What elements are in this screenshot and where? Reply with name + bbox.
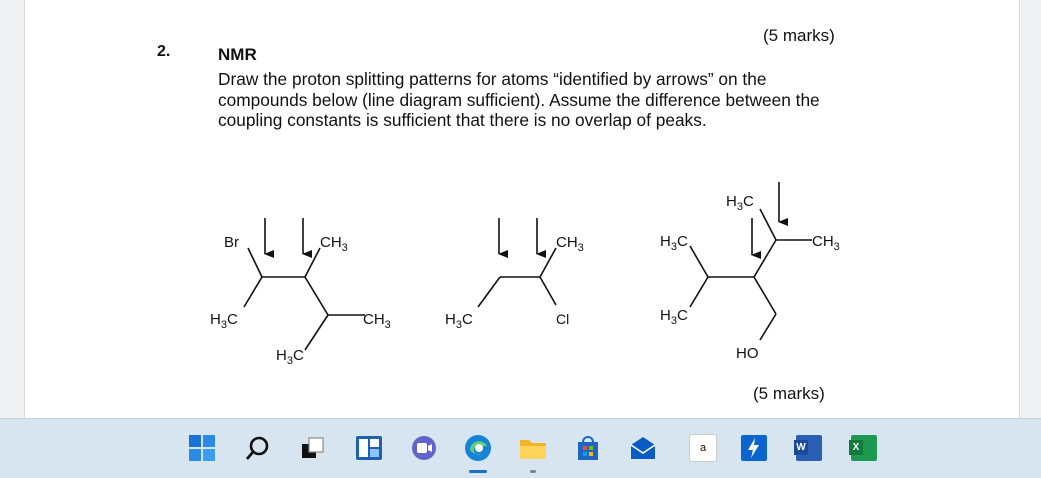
widgets-icon[interactable] (354, 433, 384, 463)
m1-ch3-right-label: $CH_3$ (363, 311, 391, 331)
power-automate-icon[interactable] (739, 433, 769, 463)
molecule-1 (244, 218, 365, 350)
excel-icon[interactable] (849, 433, 879, 463)
edge-active-indicator (469, 470, 487, 473)
m3-h3c-upper-label: $H_3C$ (660, 233, 688, 253)
task-view-icon[interactable] (298, 433, 328, 463)
word-label: W (794, 440, 808, 455)
teams-chat-icon[interactable] (409, 433, 439, 463)
taskbar (0, 418, 1041, 478)
m1-br-label: Br (224, 234, 239, 251)
file-explorer-icon[interactable] (518, 433, 548, 463)
microsoft-store-icon[interactable] (573, 433, 603, 463)
m2-cl-label: Cl (556, 311, 570, 327)
marks-label-bottom: (5 marks) (753, 384, 825, 403)
molecule-2-labels (445, 234, 584, 331)
question-number: 2. (157, 43, 171, 60)
explorer-open-indicator (530, 470, 536, 473)
m1-ch3-top-label: $CH_3$ (320, 234, 348, 254)
m3-h3c-top-label: $H_3C$ (726, 193, 754, 213)
amazon-label: a (689, 434, 717, 462)
m2-h3c-label: $H_3C$ (445, 311, 473, 331)
question-instructions: Draw the proton splitting patterns for atoms “identified by arrows” on the compounds below (line diagram sufficient). Assume the difference between the coupling constants is sufficient that there is no overlap of peaks. (218, 69, 820, 130)
molecule-1-labels (210, 234, 391, 367)
m2-ch3-label: $CH_3$ (556, 234, 584, 254)
amazon-icon[interactable] (688, 433, 718, 463)
windows-start-icon[interactable] (187, 433, 217, 463)
edge-icon[interactable] (463, 433, 493, 463)
mail-icon[interactable] (628, 433, 658, 463)
question-heading: NMR (218, 45, 257, 64)
m3-ch3-right-label: $CH_3$ (812, 233, 840, 253)
m3-h3c-lower-label: $H_3C$ (660, 307, 688, 327)
m1-h3c-left-label: $H_3C$ (210, 311, 238, 331)
m1-h3c-bottom-label: $H_3C$ (276, 347, 304, 367)
m3-ho-label: HO (736, 345, 759, 362)
excel-label: X (849, 440, 863, 455)
molecule-2 (478, 218, 556, 307)
marks-label-top: (5 marks) (763, 26, 835, 45)
search-icon[interactable] (243, 433, 273, 463)
word-icon[interactable] (794, 433, 824, 463)
